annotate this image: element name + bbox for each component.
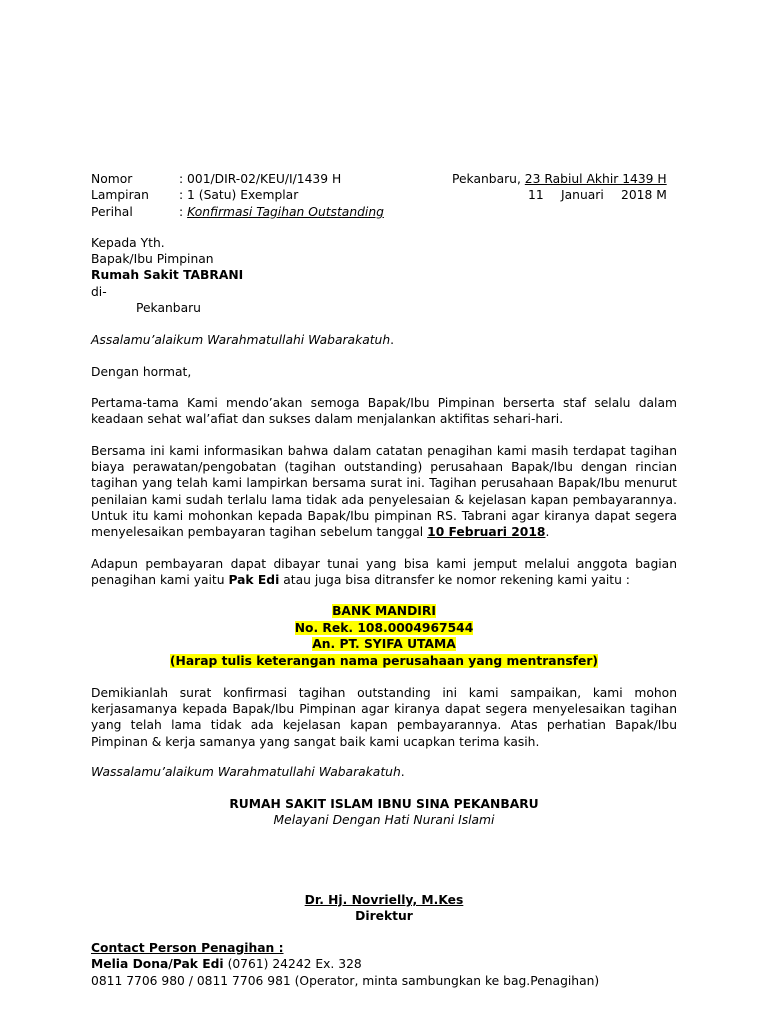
date-year: 2018 M bbox=[621, 188, 667, 202]
contact-phone-1: (0761) 24242 Ex. 328 bbox=[223, 957, 362, 971]
place: Pekanbaru, bbox=[452, 172, 525, 186]
opening-salam-text: Assalamu’alaikum Warahmatullahi Wabarakatuh bbox=[91, 333, 391, 347]
lampiran-value: : 1 (Satu) Exemplar bbox=[179, 188, 299, 202]
bank-note: (Harap tulis keterangan nama perusahaan yang mentransfer) bbox=[169, 653, 599, 668]
nomor-label: Nomor bbox=[91, 172, 133, 186]
hijri-date: 23 Rabiul Akhir 1439 H bbox=[524, 172, 667, 186]
paragraph-3-a: Adapun pembayaran dapat dibayar tunai yang bisa kami jemput melalui anggota bagian penagihan kami yaitu bbox=[91, 557, 677, 588]
paragraph-2-end: . bbox=[545, 525, 550, 540]
opening-hormat: Dengan hormat, bbox=[91, 365, 192, 379]
contact-phone-2: 0811 7706 980 / 0811 7706 981 (Operator, minta sambungkan ke bag.Penagihan) bbox=[91, 974, 600, 988]
collector-name: Pak Edi bbox=[228, 573, 280, 588]
perihal-colon: : bbox=[179, 205, 188, 219]
opening-salam-dot: . bbox=[390, 333, 395, 347]
signer-title: Direktur bbox=[355, 909, 413, 923]
contact-person bbox=[91, 956, 362, 972]
recipient-line-2: Bapak/Ibu Pimpinan bbox=[91, 252, 214, 266]
closing-salam-text: Wassalamu’alaikum Warahmatullahi Wabarakatuh bbox=[91, 765, 401, 779]
contact-heading: Contact Person Penagihan : bbox=[91, 941, 284, 955]
paragraph-3-b: atau juga bisa ditransfer ke nomor rekening kami yaitu : bbox=[279, 573, 630, 588]
recipient-city: Pekanbaru bbox=[136, 301, 201, 315]
closing-salam bbox=[91, 764, 405, 780]
organization-name: RUMAH SAKIT ISLAM IBNU SINA PEKANBARU bbox=[229, 797, 539, 811]
recipient-name: Rumah Sakit TABRANI bbox=[91, 268, 244, 282]
bank-details bbox=[91, 603, 677, 669]
bank-account: No. Rek. 108.0004967544 bbox=[294, 620, 474, 635]
date-day: 11 bbox=[528, 188, 544, 202]
bank-name: BANK MANDIRI bbox=[332, 604, 436, 618]
paragraph-2-text: Bersama ini kami informasikan bahwa dalam catatan penagihan kami masih terdapat tagihan biaya perawatan/pengobatan (tagihan outstanding) perusahaan Bapak/Ibu dengan rincian tagihan yang telah kami lampirkan bersama surat ini. Tagihan perusahaan Bapak/Ibu menurut penilaian kami sudah terlalu lama tidak ada penyelesaian & kejelasan kapan pembayarannya. Untuk itu kami mohonkan kepada Bapak/Ibu pimpinan RS. Tabrani agar kiranya dapat segera menyelesaikan pembayaran tagihan sebelum tanggal bbox=[91, 444, 677, 540]
closing-salam-dot: . bbox=[400, 765, 405, 779]
date-month: Januari bbox=[561, 188, 604, 202]
bank-holder: An. PT. SYIFA UTAMA bbox=[312, 637, 456, 651]
lampiran-label: Lampiran bbox=[91, 188, 149, 202]
nomor-value: : 001/DIR-02/KEU/I/1439 H bbox=[179, 172, 342, 186]
perihal-subject: Konfirmasi Tagihan Outstanding bbox=[187, 205, 384, 219]
letter-date-hijri bbox=[452, 171, 667, 187]
opening-salam bbox=[91, 332, 394, 348]
signer-name bbox=[91, 892, 677, 909]
perihal-label: Perihal bbox=[91, 205, 133, 219]
paragraph-1: Pertama-tama Kami mendo’akan semoga Bapak/Ibu Pimpinan berserta staf selalu dalam keadaan sehat wal’afiat dan sukses dalam menjalankan aktifitas sehari-hari. bbox=[91, 396, 677, 427]
perihal-value bbox=[179, 204, 384, 220]
deadline-date: 10 Februari 2018 bbox=[427, 525, 546, 540]
recipient-line-1: Kepada Yth. bbox=[91, 236, 165, 250]
signer-name-text: Dr. Hj. Novrielly, M.Kes bbox=[304, 893, 464, 907]
paragraph-3 bbox=[91, 556, 677, 588]
paragraph-2 bbox=[91, 443, 677, 540]
organization-motto: Melayani Dengan Hati Nurani Islami bbox=[273, 813, 495, 827]
contact-person-name: Melia Dona/Pak Edi bbox=[91, 957, 224, 971]
recipient-line-4: di- bbox=[91, 285, 107, 299]
paragraph-4: Demikianlah surat konfirmasi tagihan outstanding ini kami sampaikan, kami mohon kerjasamanya kepada Bapak/Ibu Pimpinan agar kiranya dapat segera menyelesaikan tagihan yang telah lama tidak ada kejelasan kapan pembayarannya. Atas perhatian Bapak/Ibu Pimpinan & kerja samanya yang sangat baik kami ucapkan terima kasih. bbox=[91, 686, 677, 749]
